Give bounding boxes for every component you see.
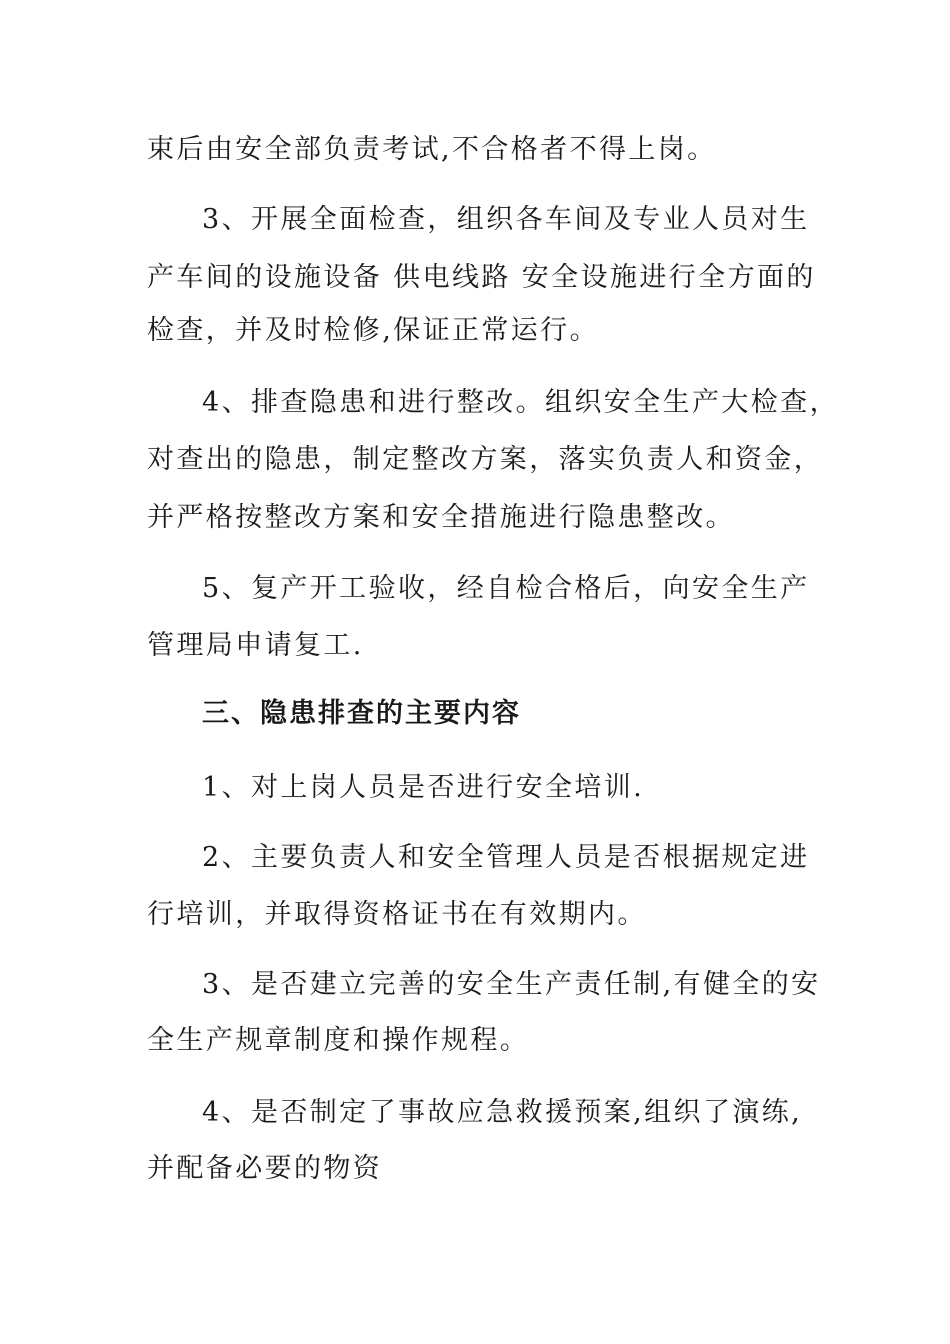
section-heading: 三、隐患排查的主要内容	[202, 698, 521, 729]
paragraph-line: 产车间的设施设备 供电线路 安全设施进行全方面的	[147, 262, 816, 293]
paragraph-line: 并配备必要的物资	[147, 1153, 383, 1184]
paragraph-line: 全生产规章制度和操作规程。	[147, 1025, 530, 1056]
paragraph-line: 3、是否建立完善的安全生产责任制,有健全的安	[202, 969, 821, 1000]
paragraph-line: 5、复产开工验收，经自检合格后，向安全生产	[202, 573, 810, 604]
paragraph-line: 4、是否制定了事故应急救援预案,组织了演练,	[202, 1097, 803, 1128]
paragraph-line: 对查出的隐患，制定整改方案，落实负责人和资金，	[147, 444, 824, 475]
paragraph-line: 4、排查隐患和进行整改。组织安全生产大检查，	[202, 387, 839, 418]
paragraph-line: 检查，并及时检修,保证正常运行。	[147, 315, 599, 346]
paragraph-line: 管理局申请复工.	[147, 630, 364, 661]
paragraph-line: 2、主要负责人和安全管理人员是否根据规定进	[202, 842, 810, 873]
paragraph-line: 3、开展全面检查，组织各车间及专业人员对生	[202, 204, 810, 235]
paragraph-line: 1、对上岗人员是否进行安全培训.	[202, 772, 645, 803]
paragraph-line: 行培训，并取得资格证书在有效期内。	[147, 899, 647, 930]
paragraph-line: 并严格按整改方案和安全措施进行隐患整改。	[147, 502, 735, 533]
paragraph-line: 束后由安全部负责考试,不合格者不得上岗。	[147, 134, 717, 165]
